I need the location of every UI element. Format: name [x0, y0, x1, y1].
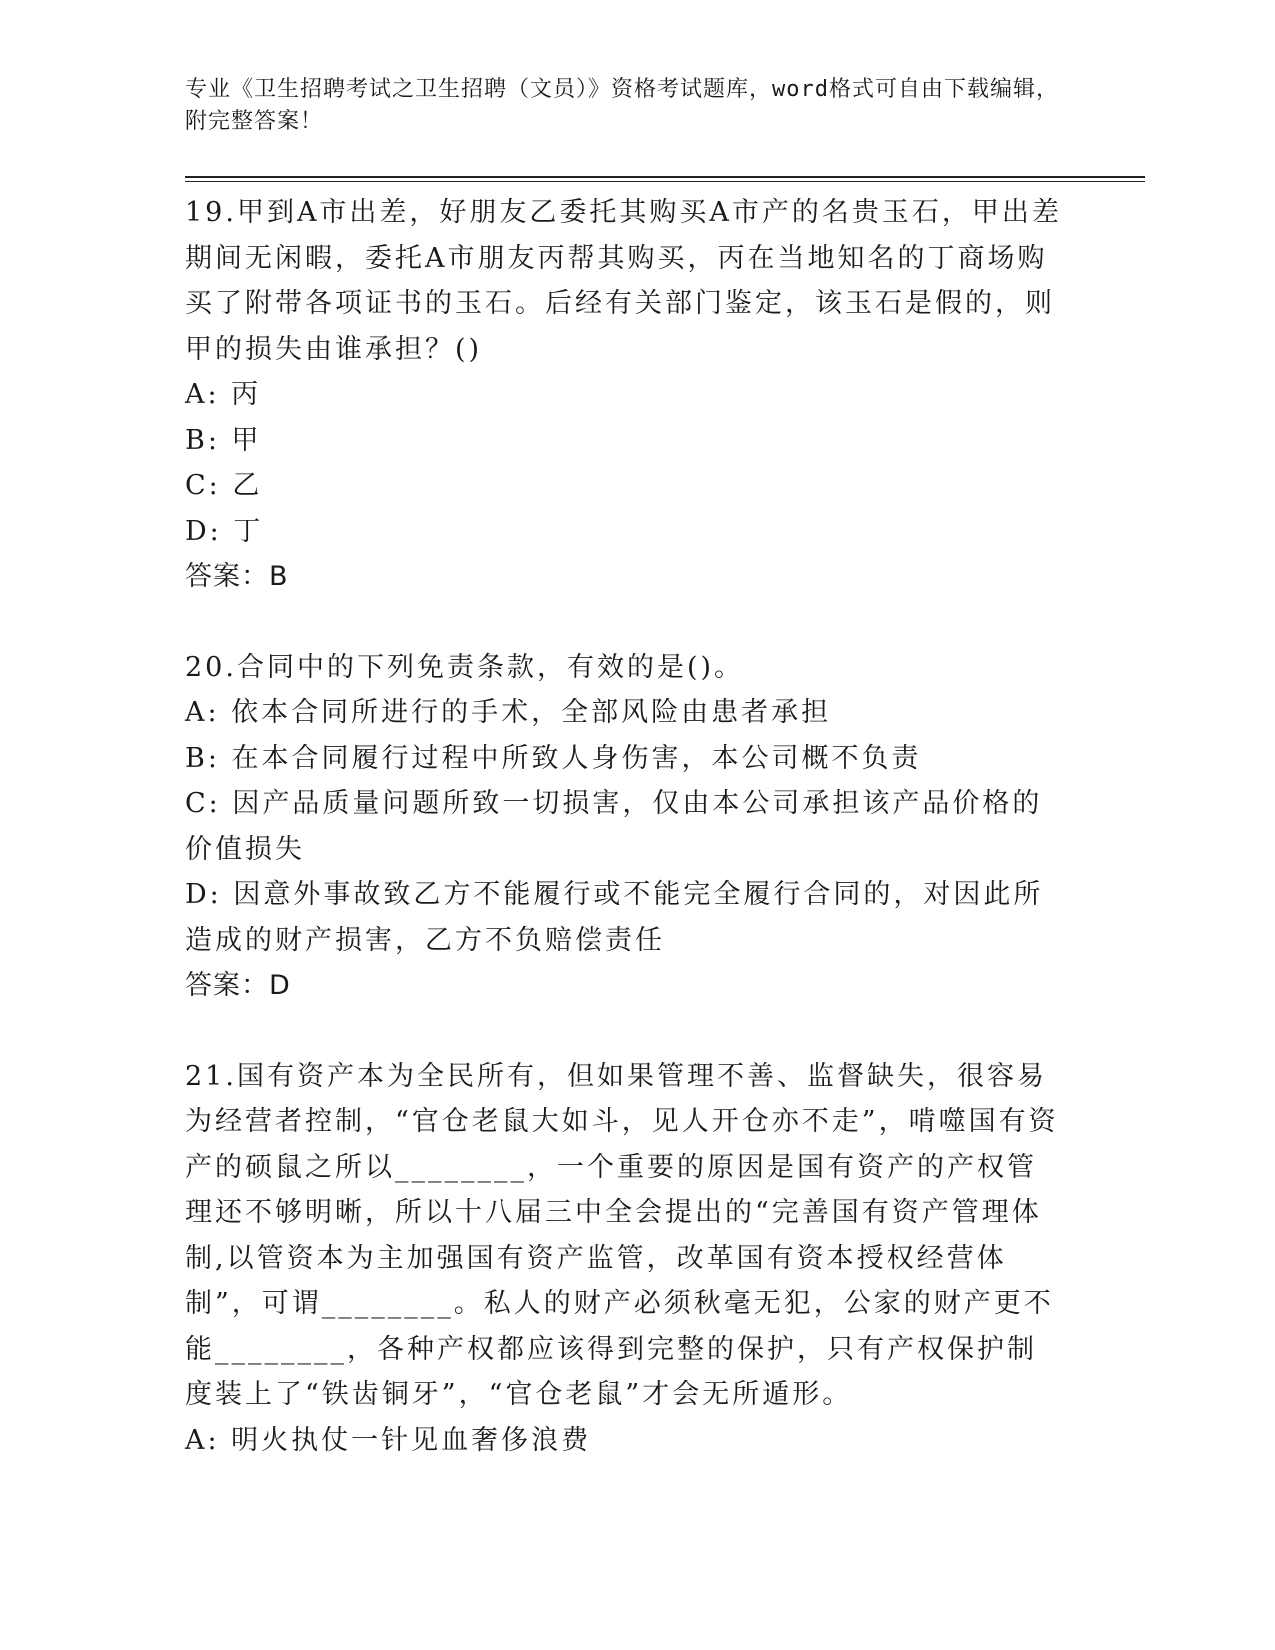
question-21: [185, 1054, 1065, 1464]
header-divider-thin: [185, 181, 1145, 182]
option-c: C: 乙: [185, 470, 263, 501]
option-c: C: 因产品质量问题所致一切损害，仅由本公司承担该产品价格的价值损失: [185, 788, 1043, 865]
answer-label: 答案：B: [185, 561, 289, 592]
answer-label: 答案：D: [185, 970, 291, 1001]
question-text: 20.合同中的下列免责条款，有效的是()。: [185, 651, 745, 683]
option-d: D: 因意外事故致乙方不能履行或不能完全履行合同的，对因此所造成的财产损害，乙方不负赔偿责任: [185, 879, 1044, 956]
question-19: [185, 190, 1065, 600]
document-header: 专业《卫生招聘考试之卫生招聘（文员）》资格考试题库，word格式可自由下载编辑，附完整答案！: [185, 77, 1059, 134]
question-list: [185, 190, 1065, 1508]
header-divider-thick: [185, 176, 1145, 178]
option-a: A: 依本合同所进行的手术，全部风险由患者承担: [185, 697, 832, 728]
question-text: 19.甲到A市出差，好朋友乙委托其购买A市产的名贵玉石，甲出差期间无闲暇，委托A市朋友丙帮其购买，丙在当地知名的丁商场购买了附带各项证书的玉石。后经有关部门鉴定，该玉石是假的，则甲的损失由谁承担？(): [185, 197, 1062, 365]
option-a: A: 丙: [185, 379, 262, 410]
option-b: B: 在本合同履行过程中所致人身伤害，本公司概不负责: [185, 742, 922, 774]
option-d: D: 丁: [185, 515, 264, 547]
option-a: A: 明火执仗一针见血奢侈浪费: [185, 1424, 592, 1456]
option-b: B: 甲: [185, 424, 262, 456]
question-20: [185, 645, 1065, 1009]
question-text: 21.国有资产本为全民所有，但如果管理不善、监督缺失，很容易为经营者控制，“官仓老鼠大如斗，见人开仓亦不走”，啃噬国有资产的硕鼠之所以________，一个重要的原因是国有资产的产权管理还不够明晰，所以十八届三中全会提出的“完善国有资产管理体制,以管资本为主加强国有资产监管，改革国有资本授权经营体制”，可谓________。私人的财产必须秋毫无犯，公家的财产更不能________，各种产权都应该得到完整的保护，只有产权保护制度装上了“铁齿铜牙”，“官仓老鼠”才会无所遁形。: [185, 1060, 1059, 1410]
